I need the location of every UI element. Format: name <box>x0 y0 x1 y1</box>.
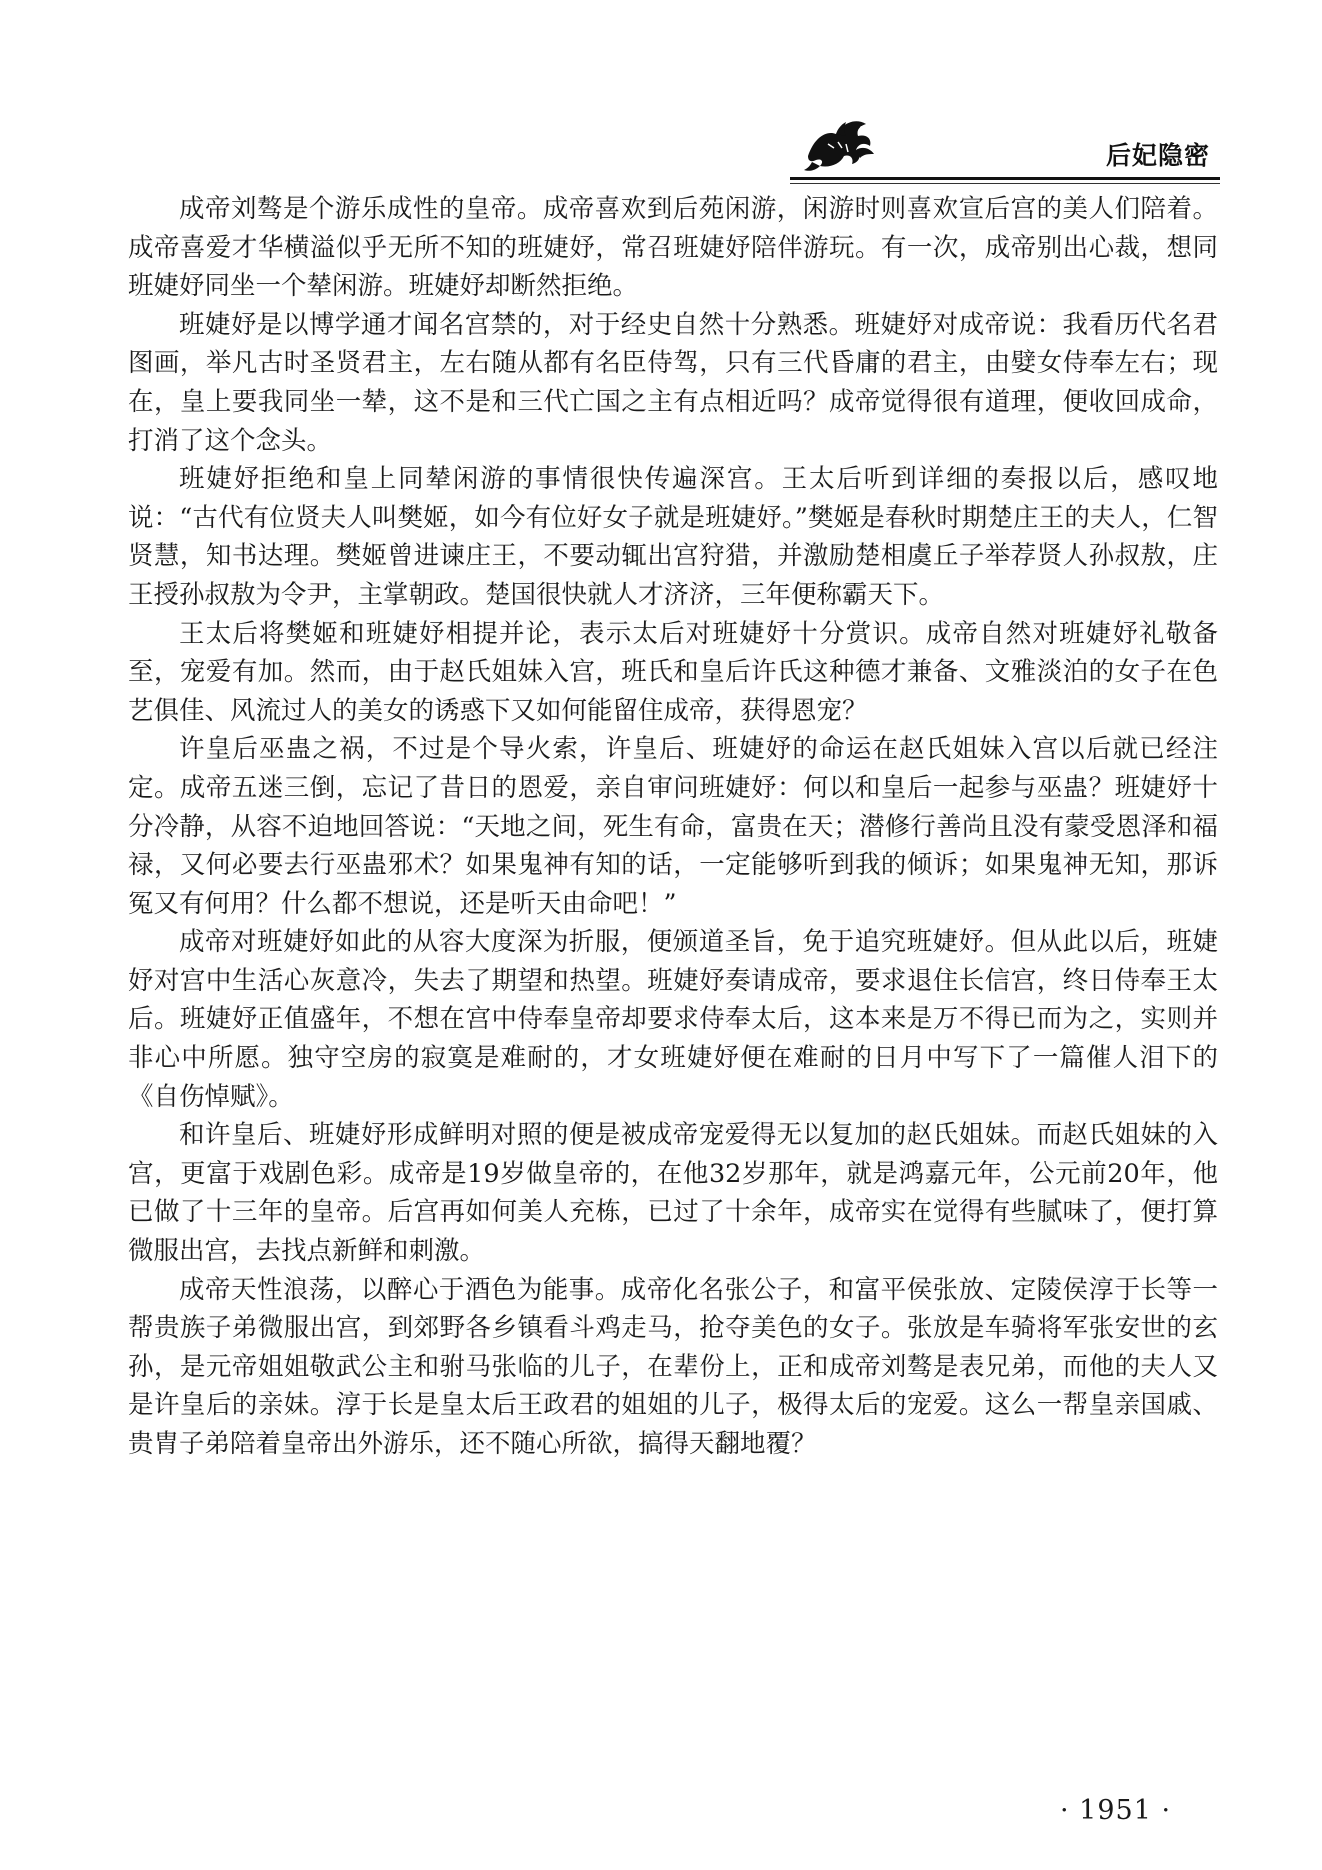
header-rule-thin <box>790 183 1220 184</box>
body-text <box>128 190 1218 1464</box>
paragraph: 许皇后巫蛊之祸，不过是个导火索，许皇后、班婕妤的命运在赵氏姐妹入宫以后就已经注定。成帝五迷三倒，忘记了昔日的恩爱，亲自审问班婕妤：何以和皇后一起参与巫蛊？班婕妤十分冷静，从容不迫地回答说：“天地之间，死生有命，富贵在天；潜修行善尚且没有蒙受恩泽和福禄，又何必要去行巫蛊邪术？如果鬼神有知的话，一定能够听到我的倾诉；如果鬼神无知，那诉冤又有何用？什么都不想说，还是听天由命吧！” <box>128 734 1218 919</box>
paragraph: 成帝天性浪荡，以醉心于酒色为能事。成帝化名张公子，和富平侯张放、定陵侯淳于长等一帮贵族子弟微服出宫，到郊野各乡镇看斗鸡走马，抢夺美色的女子。张放是车骑将军张安世的玄孙，是元帝姐姐敬武公主和驸马张临的儿子，在辈份上，正和成帝刘骜是表兄弟，而他的夫人又是许皇后的亲妹。淳于长是皇太后王政君的姐姐的儿子，极得太后的宠爱。这么一帮皇亲国戚、贵胄子弟陪着皇帝出外游乐，还不随心所欲，搞得天翻地覆？ <box>128 1274 1218 1459</box>
running-header <box>790 108 1220 180</box>
paragraph: 成帝刘骜是个游乐成性的皇帝。成帝喜欢到后苑闲游，闲游时则喜欢宣后宫的美人们陪着。成帝喜爱才华横溢似乎无所不知的班婕妤，常召班婕妤陪伴游玩。有一次，成帝别出心裁，想同班婕妤同坐一个辇闲游。班婕妤却断然拒绝。 <box>128 194 1218 302</box>
page-number: · 1951 · <box>1060 1795 1172 1826</box>
paragraph: 成帝对班婕妤如此的从容大度深为折服，便颁道圣旨，免于追究班婕妤。但从此以后，班婕妤对宫中生活心灰意冷，失去了期望和热望。班婕妤奏请成帝，要求退住长信宫，终日侍奉王太后。班婕妤正值盛年，不想在宫中侍奉皇帝却要求侍奉太后，这本来是万不得已而为之，实则并非心中所愿。独守空房的寂寞是难耐的，才女班婕妤便在难耐的日月中写下了一篇催人泪下的《自伤悼赋》。 <box>128 927 1218 1112</box>
paragraph: 班婕妤是以博学通才闻名宫禁的，对于经史自然十分熟悉。班婕妤对成帝说：我看历代名君图画，举凡古时圣贤君主，左右随从都有名臣侍驾，只有三代昏庸的君主，由嬖女侍奉左右；现在，皇上要我同坐一辇，这不是和三代亡国之主有点相近吗？成帝觉得很有道理，便收回成命，打消了这个念头。 <box>128 309 1218 456</box>
paragraph: 班婕妤拒绝和皇上同辇闲游的事情很快传遍深宫。王太后听到详细的奏报以后，感叹地说：“古代有位贤夫人叫樊姬，如今有位好女子就是班婕妤。”樊姬是春秋时期楚庄王的夫人，仁智贤慧，知书达理。樊姬曾进谏庄王，不要动辄出宫狩猎，并激励楚相虞丘子举荐贤人孙叔敖，庄王授孙叔敖为令尹，主掌朝政。楚国很快就人才济济，三年便称霸天下。 <box>128 464 1218 610</box>
dragon-icon <box>800 108 878 174</box>
paragraph: 王太后将樊姬和班婕妤相提并论，表示太后对班婕妤十分赏识。成帝自然对班婕妤礼敬备至，宠爱有加。然而，由于赵氏姐妹入宫，班氏和皇后许氏这种德才兼备、文雅淡泊的女子在色艺俱佳、风流过人的美女的诱惑下又如何能留住成帝，获得恩宠？ <box>128 618 1218 726</box>
header-rule <box>790 177 1220 180</box>
header-title: 后妃隐密 <box>1105 141 1210 170</box>
paragraph: 和许皇后、班婕妤形成鲜明对照的便是被成帝宠爱得无以复加的赵氏姐妹。而赵氏姐妹的入宫，更富于戏剧色彩。成帝是19岁做皇帝的，在他32岁那年，就是鸿嘉元年，公元前20年，他已做了十三年的皇帝。后宫再如何美人充栋，已过了十余年，成帝实在觉得有些腻味了，便打算微服出宫，去找点新鲜和刺激。 <box>128 1120 1218 1267</box>
